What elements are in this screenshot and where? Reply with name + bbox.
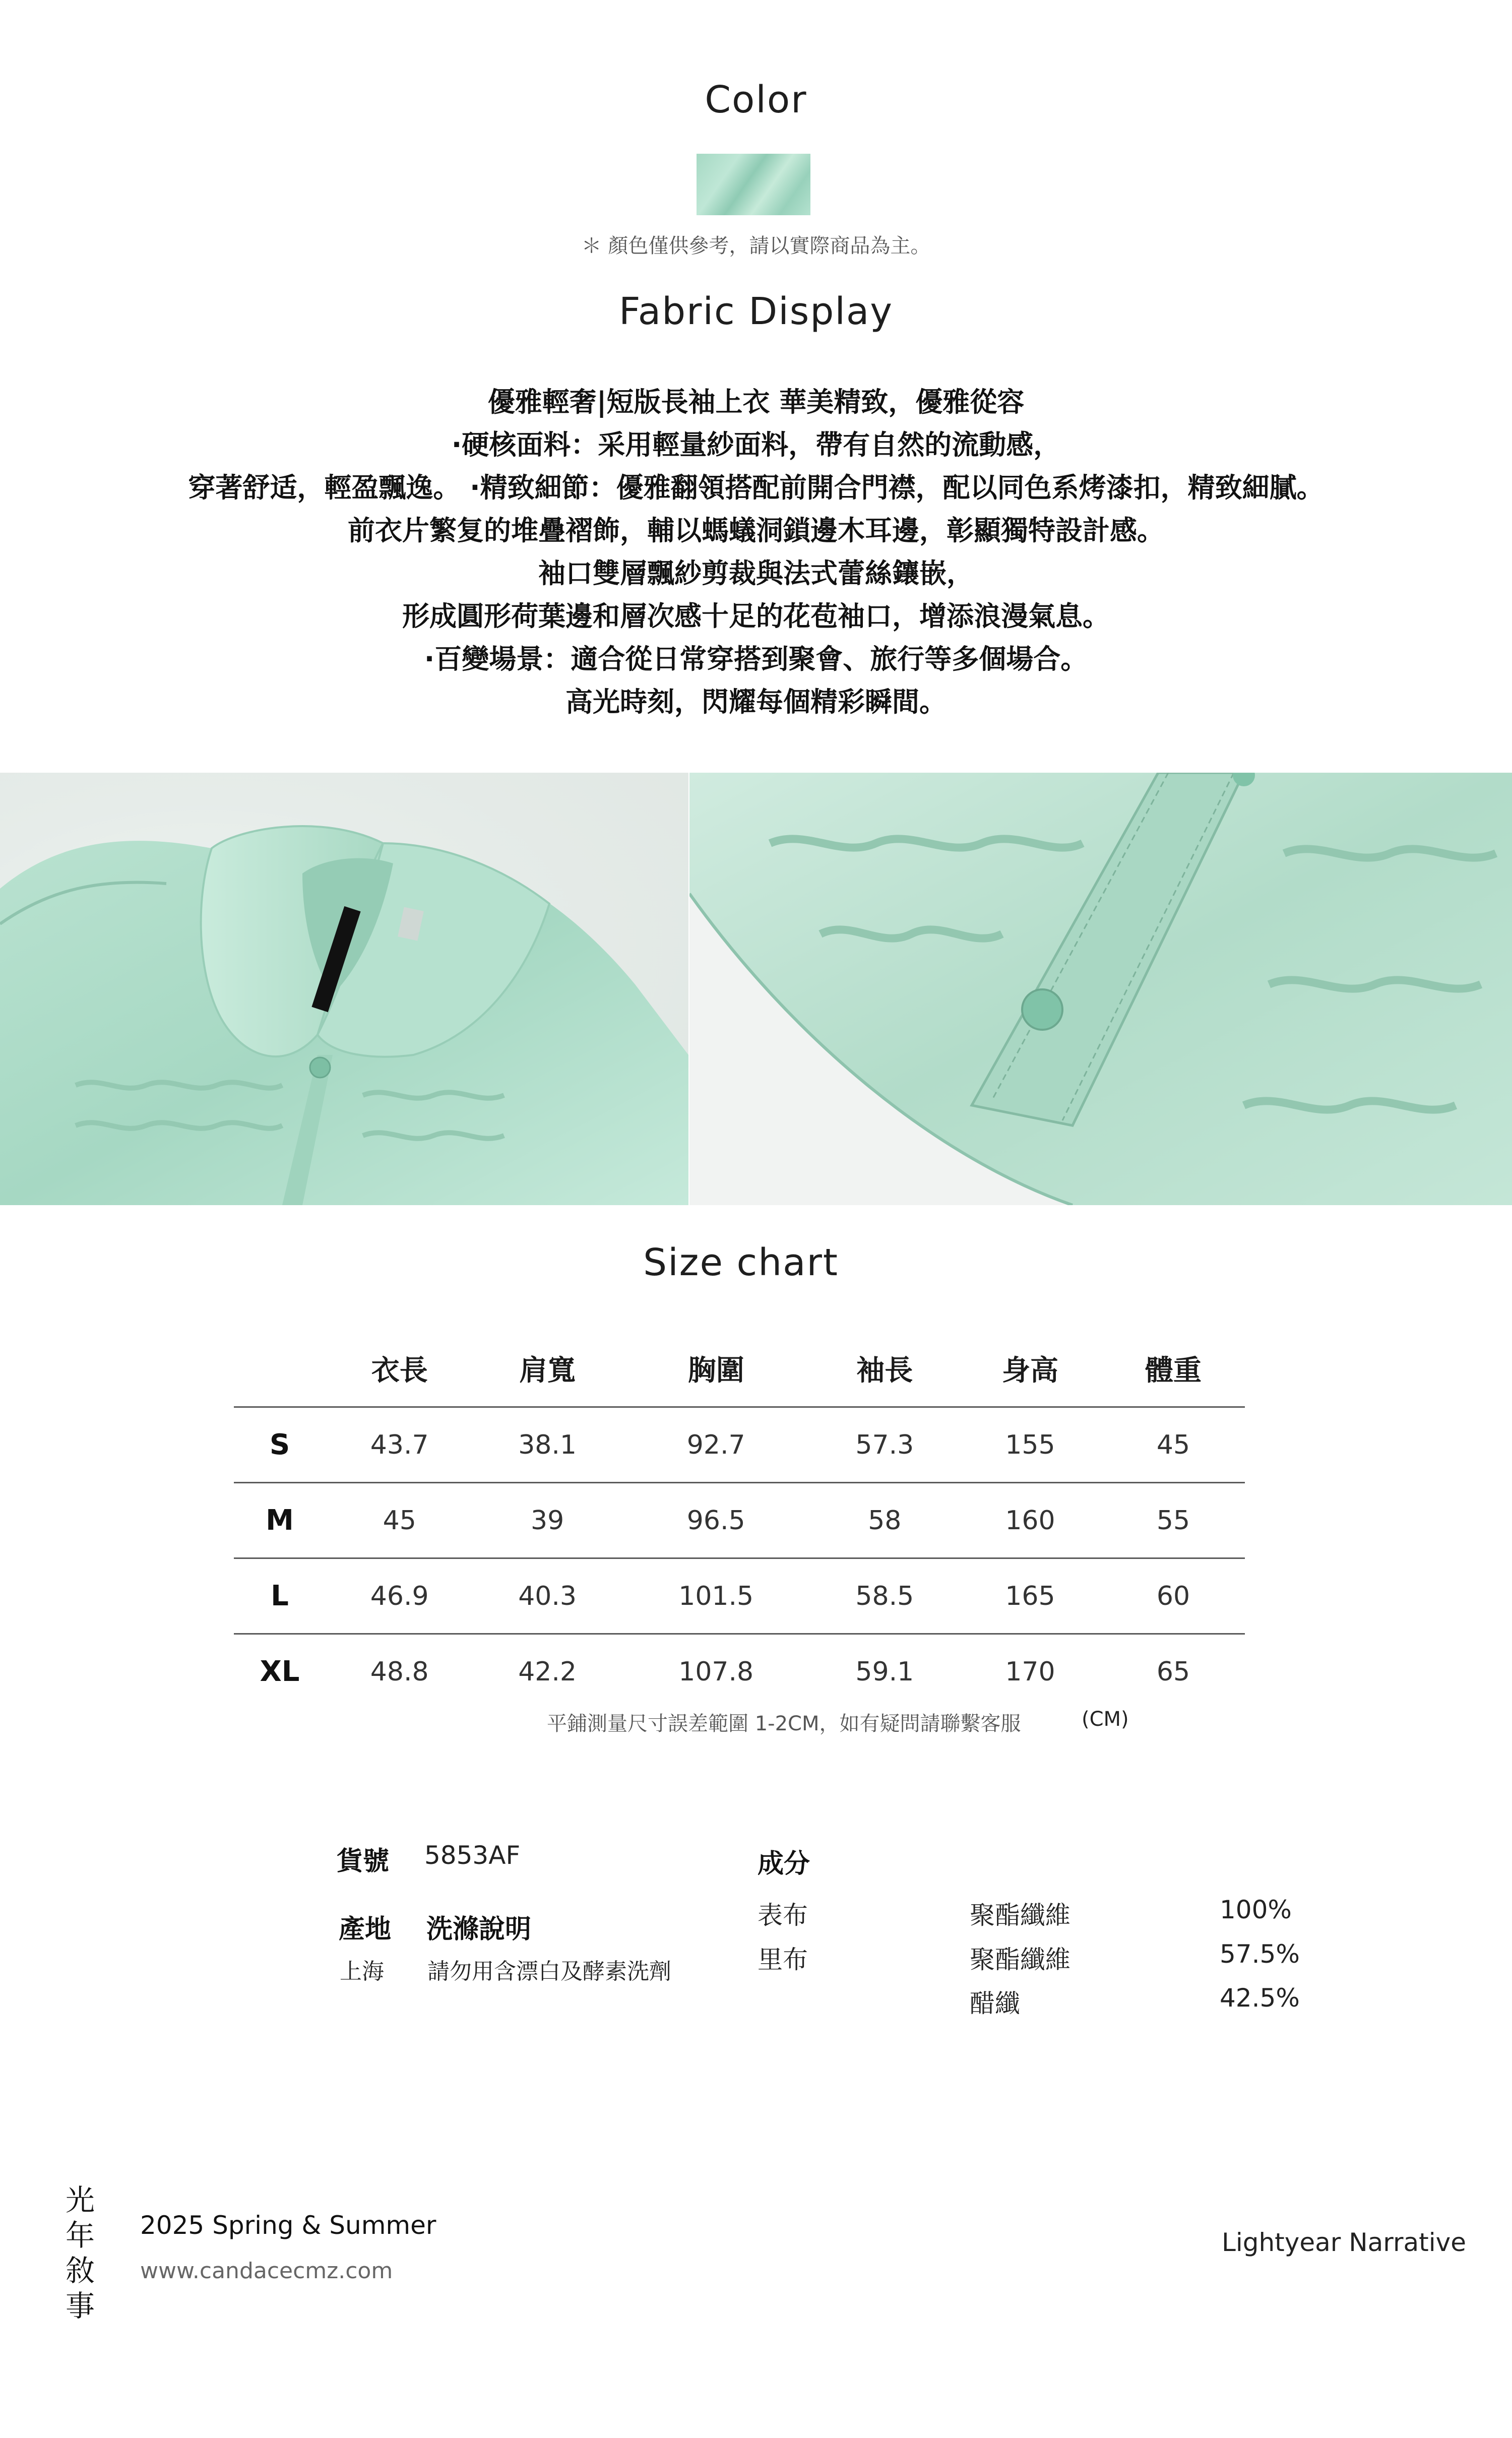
header-cell: 衣長 (371, 1354, 428, 1387)
table-cell: 92.7 (621, 1407, 811, 1483)
header-cell: 體重 (1145, 1354, 1202, 1387)
header-cell: 胸圍 (687, 1354, 744, 1387)
product-photo-collar (0, 773, 688, 1205)
collar-illustration (0, 773, 688, 1205)
table-cell: 48.8 (326, 1634, 473, 1709)
vertical-brand-logo (62, 2182, 98, 2324)
fabric-line: 穿著舒适，輕盈飄逸。 ·精致細節：優雅翻領搭配前開合門襟，配以同色系烤漆扣，精致細膩。 (188, 472, 1324, 504)
composition-part: 表布 (758, 1901, 808, 1930)
header-cell: 袖長 (856, 1354, 913, 1387)
size-chart-note: 平鋪測量尺寸誤差範圍 1-2CM，如有疑問請聯繫客服 (547, 1712, 1021, 1735)
placket-illustration (689, 773, 1512, 1205)
care-value: 請勿用含漂白及酵素洗劑 (427, 1959, 671, 1984)
fabric-line: 袖口雙層飄紗剪裁與法式蕾絲鑲嵌， (538, 557, 974, 589)
table-cell: 96.5 (621, 1483, 811, 1558)
table-row (234, 1407, 1245, 1483)
brand-char: 年 (65, 2218, 95, 2253)
size-label: M (234, 1483, 326, 1558)
sku-value: 5853AF (424, 1841, 521, 1870)
origin-label: 產地 (339, 1914, 392, 1945)
table-cell: 65 (1102, 1634, 1245, 1709)
table-cell: 60 (1102, 1558, 1245, 1634)
table-cell: 170 (959, 1634, 1102, 1709)
table-cell: 55 (1102, 1483, 1245, 1558)
table-cell: 46.9 (326, 1558, 473, 1634)
size-chart-unit: (CM) (1082, 1708, 1129, 1731)
table-cell: 40.3 (473, 1558, 621, 1634)
size-label: XL (234, 1634, 326, 1709)
table-cell: 160 (959, 1483, 1102, 1558)
composition-percent: 42.5% (1220, 1983, 1300, 2013)
table-cell: 57.3 (811, 1407, 959, 1483)
composition-material: 聚酯纖維 (970, 1945, 1070, 1974)
composition-percent: 100% (1220, 1895, 1292, 1924)
fabric-line: ·百變場景：適合從日常穿搭到聚會、旅行等多個場合。 (424, 643, 1088, 675)
table-cell: 58.5 (811, 1558, 959, 1634)
composition-label: 成分 (758, 1849, 810, 1879)
footer-brand-name: Lightyear Narrative (1222, 2228, 1466, 2257)
table-cell: 43.7 (326, 1407, 473, 1483)
table-cell: 107.8 (621, 1634, 811, 1709)
sku-label: 貨號 (337, 1846, 390, 1877)
fabric-line: 優雅輕奢|短版長袖上衣 華美精致，優雅從容 (487, 386, 1025, 418)
fabric-line: 形成圓形荷葉邊和層次感十足的花苞袖口，增添浪漫氣息。 (402, 600, 1110, 632)
origin-value: 上海 (340, 1959, 384, 1984)
composition-percent: 57.5% (1220, 1940, 1300, 1969)
table-row (234, 1634, 1245, 1709)
care-label: 洗滌說明 (426, 1914, 532, 1945)
size-chart-title: Size chart (643, 1241, 839, 1284)
color-swatch[interactable] (697, 154, 810, 215)
fabric-line: ·硬核面料：采用輕量紗面料，帶有自然的流動感， (451, 429, 1061, 461)
size-chart-header-row (234, 1331, 1245, 1407)
table-cell: 45 (326, 1483, 473, 1558)
table-cell: 42.2 (473, 1634, 621, 1709)
footer-season: 2025 Spring & Summer (140, 2211, 436, 2240)
composition-part: 里布 (758, 1945, 808, 1974)
footer-url-link[interactable]: www.candacecmz.com (140, 2258, 393, 2284)
table-cell: 155 (959, 1407, 1102, 1483)
color-title: Color (705, 78, 807, 121)
brand-char: 事 (65, 2289, 95, 2323)
brand-char: 敘 (65, 2254, 95, 2288)
size-label: S (234, 1407, 326, 1483)
color-note: ＊ 顏色僅供參考，請以實際商品為主。 (581, 234, 931, 258)
fabric-line: 前衣片繁复的堆疊褶飾，輔以螞蟻洞鎖邊木耳邊，彰顯獨特設計感。 (348, 515, 1164, 546)
table-cell: 58 (811, 1483, 959, 1558)
table-cell: 59.1 (811, 1634, 959, 1709)
table-row (234, 1483, 1245, 1558)
table-cell: 38.1 (473, 1407, 621, 1483)
table-row (234, 1558, 1245, 1634)
table-cell: 101.5 (621, 1558, 811, 1634)
brand-char: 光 (65, 2183, 95, 2217)
product-photo-placket (689, 773, 1512, 1205)
size-chart-table (234, 1331, 1245, 1709)
size-label: L (234, 1558, 326, 1634)
table-cell: 165 (959, 1558, 1102, 1634)
fabric-description (0, 381, 1512, 723)
table-cell: 39 (473, 1483, 621, 1558)
composition-material: 聚酯纖維 (970, 1901, 1070, 1930)
fabric-line: 高光時刻，閃耀每個精彩瞬間。 (565, 686, 947, 718)
fabric-title: Fabric Display (618, 290, 894, 333)
table-cell: 45 (1102, 1407, 1245, 1483)
header-cell (234, 1331, 326, 1407)
composition-material: 醋纖 (970, 1989, 1020, 2018)
header-cell: 肩寬 (519, 1354, 576, 1387)
header-cell: 身高 (1001, 1354, 1058, 1387)
